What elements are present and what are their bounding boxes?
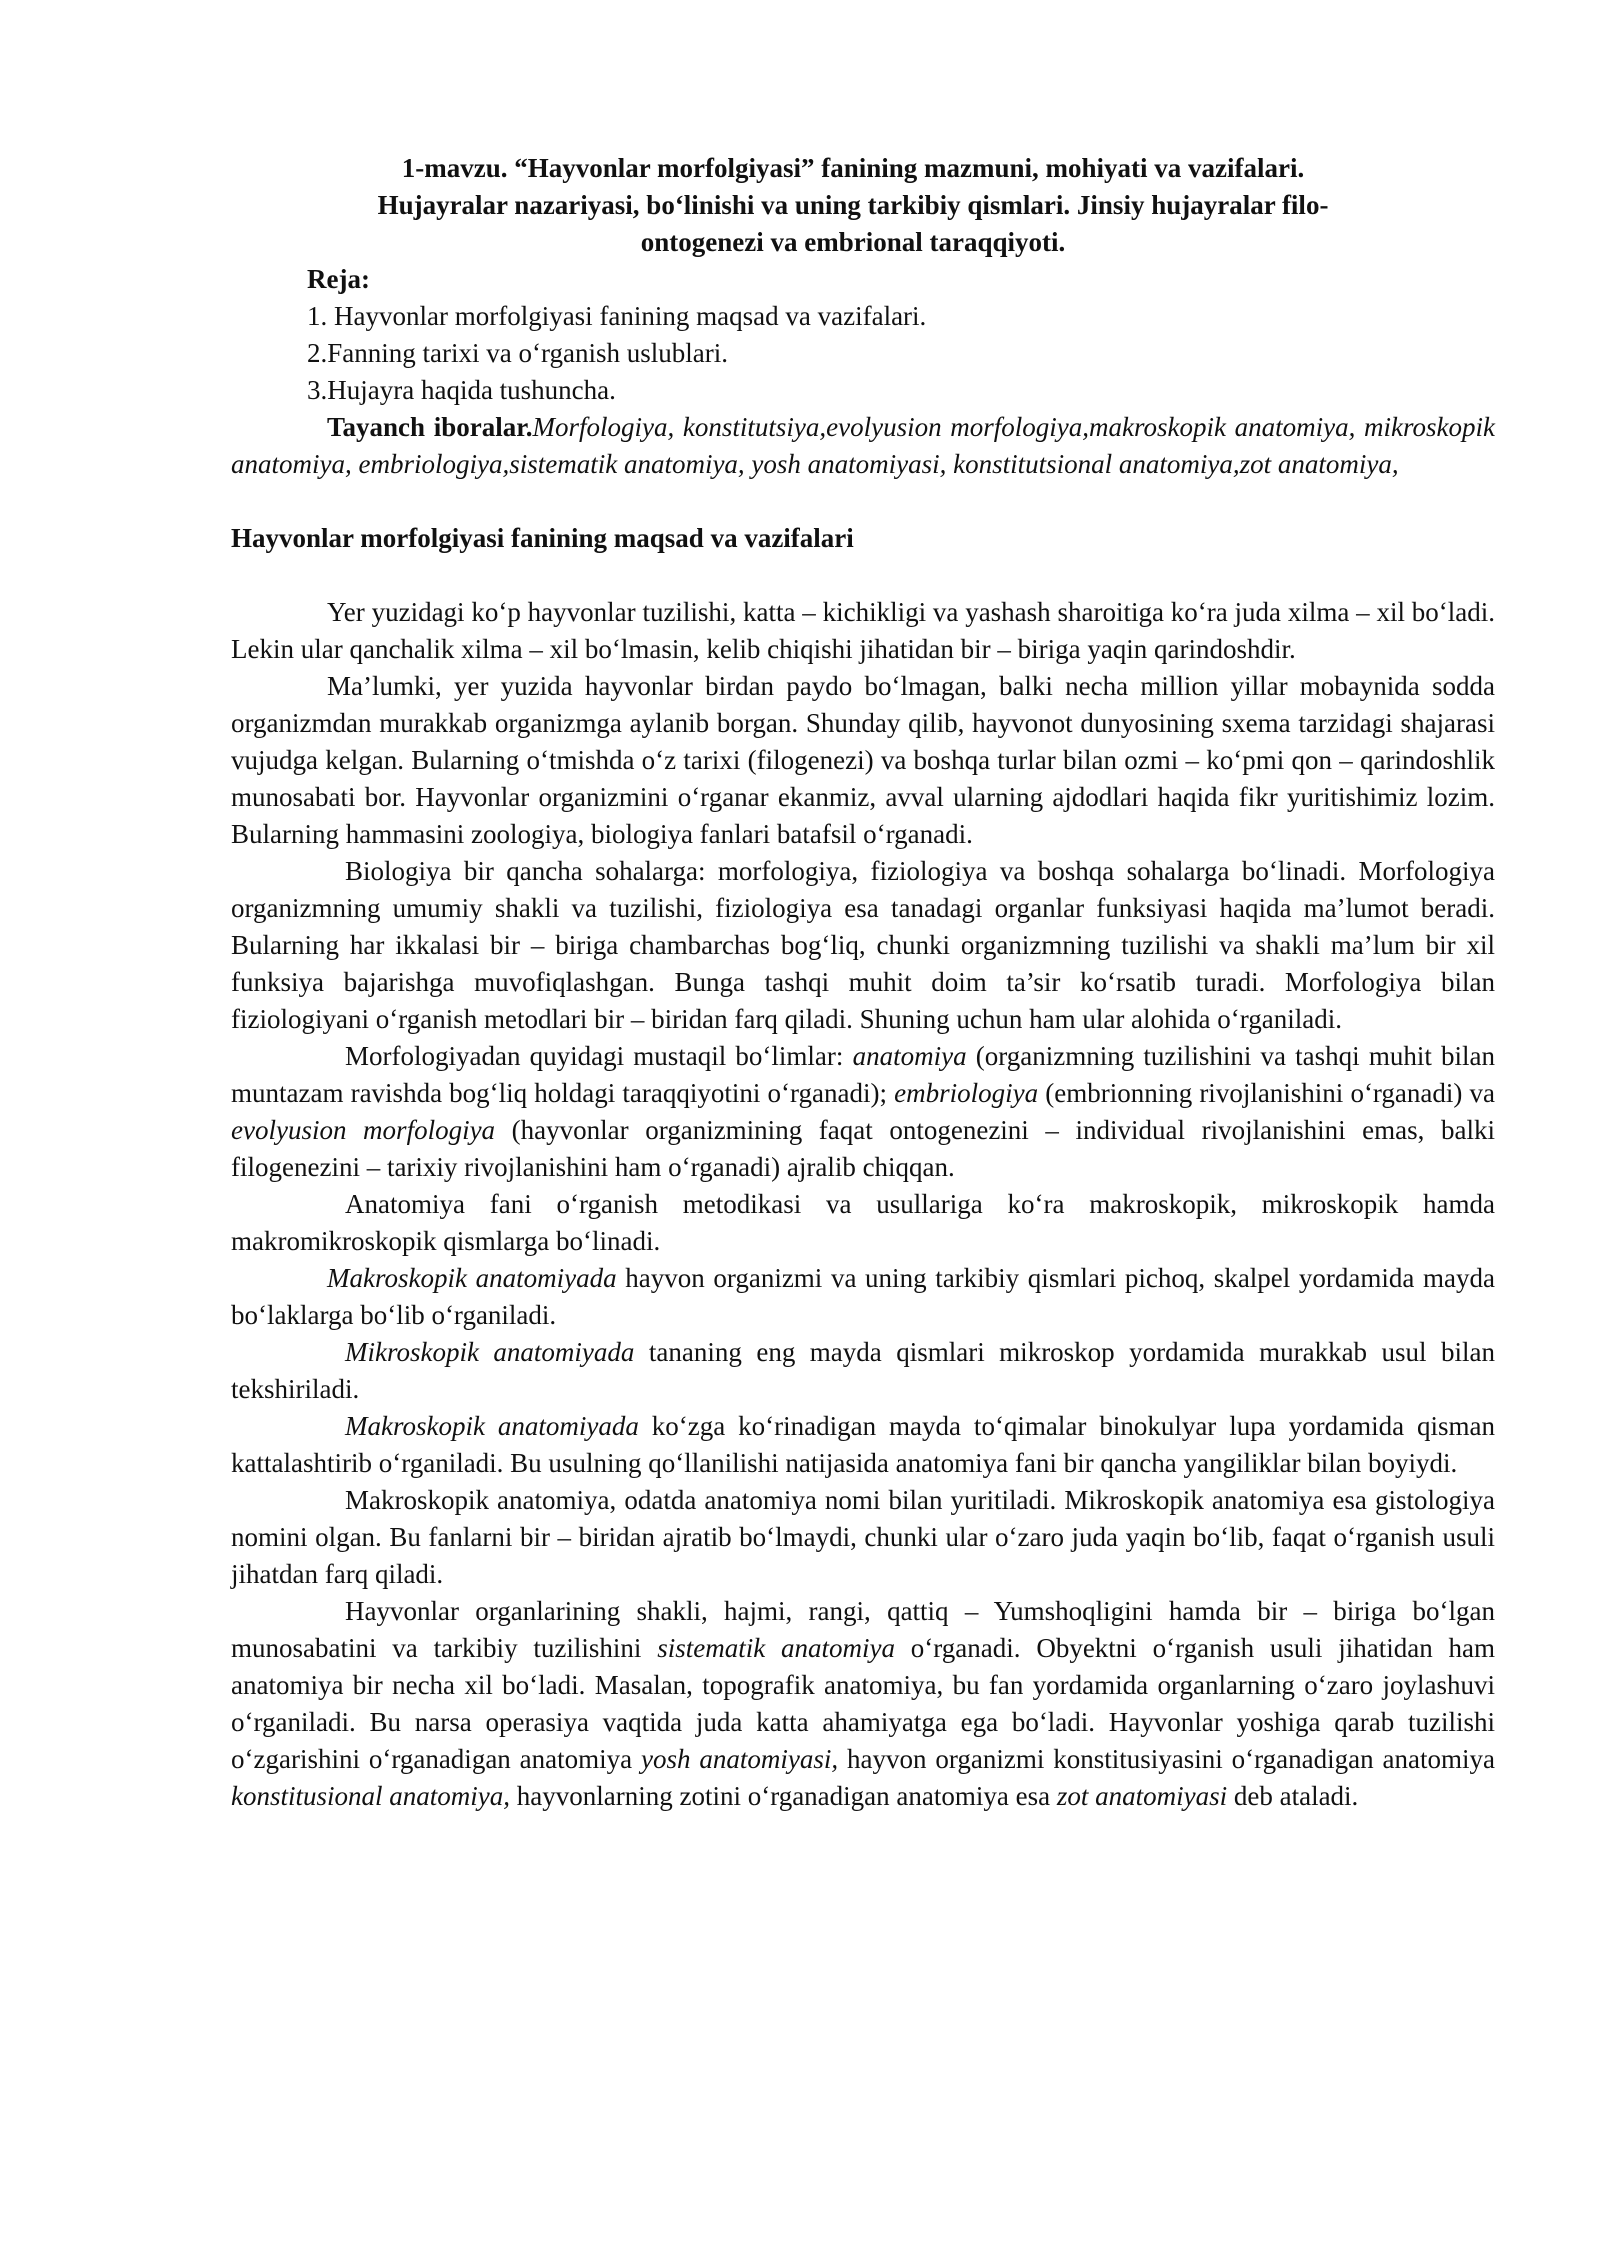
document-page [231, 150, 1495, 1815]
plan-item: 2.Fanning tarixi va o‘rganish uslublari. [307, 338, 728, 368]
text-run: (embrionning rivojlanishini o‘rganadi) va [1038, 1078, 1496, 1108]
plan-item: 3.Hujayra haqida tushuncha. [307, 375, 616, 405]
italic-term: Makroskopik anatomiyada [345, 1411, 639, 1441]
title-line-2: Hujayralar nazariyasi, bo‘linishi va uning tarkibiy qismlari. Jinsiy hujayralar filo- [377, 190, 1329, 220]
italic-term: anatomiya [852, 1041, 967, 1071]
title-line-3: ontogenezi va embrional taraqqiyoti. [640, 227, 1066, 257]
body-paragraph [231, 1334, 1495, 1408]
text-run: tananing eng mayda qismlari mikroskop yordamida murakkab usul bilan tekshiriladi. [231, 1337, 1495, 1404]
plan-item: 1. Hayvonlar morfolgiyasi fanining maqsad va vazifalari. [307, 301, 927, 331]
body-paragraph: Ma’lumki, yer yuzida hayvonlar birdan paydo bo‘lmagan, balki necha million yillar mobaynida sodda organizmdan murakkab organizmga aylanib borgan. Shunday qilib, hayvonot dunyosining sxema tarzidagi shajarasi vujudga kelgan. Bularning o‘tmishda o‘z tarixi (filogenezi) va boshqa turlar bilan ozmi – ko‘pmi qon – qarindoshlik munosabati bor. Hayvonlar organizmini o‘rganar ekanmiz, avval ularning ajdodlari haqida fikr yuritishimiz lozim. Bularning hammasini zoologiya, biologiya fanlari batafsil o‘rganadi. [231, 671, 1495, 849]
document-title [231, 150, 1495, 261]
text-run: ko‘zga ko‘rinadigan mayda to‘qimalar binokulyar lupa yordamida qisman kattalashtirib o‘rganiladi. Bu usulning qo‘llanilishi natijasida anatomiya fani bir qancha yangiliklar bilan boyiydi. [231, 1411, 1495, 1478]
text-run: o‘rganadi. Obyektni o‘rganish usuli jihatidan ham anatomiya bir necha xil bo‘ladi. Masalan, topografik anatomiya, bu fan yordamida organlarning o‘zaro joylashuvi o‘rganiladi. Bu narsa operasiya vaqtida juda katta ahamiyatga ega bo‘ladi. Hayvonlar yoshiga qarab tuzilishi o‘zgarishini o‘rganadigan anatomiya [231, 1633, 1495, 1774]
body-paragraph: Biologiya bir qancha sohalarga: morfologiya, fiziologiya va boshqa sohalarga bo‘linadi. Morfologiya organizmning umumiy shakli va tuzilishi, fiziologiya esa tanadagi organlar funksiyasi haqida ma’lumot beradi. Bularning har ikkalasi bir – biriga chambarchas bog‘liq, chunki organizmning tuzilishi va shakli ma’lum bir xil funksiya bajarishga muvofiqlashgan. Bunga tashqi muhit doim ta’sir ko‘rsatib turadi. Morfologiya bilan fiziologiyani o‘rganish metodlari bir – biridan farq qiladi. Shuning uchun ham ular alohida o‘rganiladi. [231, 856, 1495, 1034]
text-run: Morfologiyadan quyidagi mustaqil bo‘limlar: [345, 1041, 853, 1071]
title-line-1: 1-mavzu. “Hayvonlar morfolgiyasi” fanining mazmuni, mohiyati va vazifalari. [401, 153, 1305, 183]
italic-term: evolyusion morfologiya [231, 1115, 496, 1145]
body-paragraph [231, 1408, 1495, 1482]
italic-term: Makroskopik anatomiyada [327, 1263, 617, 1293]
body-paragraph: Makroskopik anatomiya, odatda anatomiya nomi bilan yuritiladi. Mikroskopik anatomiya esa gistologiya nomini olgan. Bu fanlarni bir – biridan ajratib bo‘lmaydi, chunki ular o‘zaro juda yaqin bo‘lib, faqat o‘rganish usuli jihatdan farq qiladi. [231, 1485, 1495, 1589]
body-paragraph [231, 1593, 1495, 1815]
text-run: hayvon organizmi konstitusiyasini o‘rganadigan anatomiya [838, 1744, 1495, 1774]
italic-term: zot anatomiyasi [1056, 1781, 1228, 1811]
italic-term: sistematik anatomiya [657, 1633, 895, 1663]
italic-term: Mikroskopik anatomiyada [345, 1337, 635, 1367]
text-run: Hayvonlar organlarining shakli, hajmi, rangi, qattiq – Yumshoqligini hamda bir – biriga bo‘lgan munosabatini va tarkibiy tuzilishini [231, 1596, 1495, 1663]
keywords-paragraph [231, 409, 1495, 483]
keywords-terms: Morfologiya, konstitutsiya,evolyusion morfologiya,makroskopik anatomiya, mikroskopik anatomiya, embriologiya,sistematik anatomiya, yosh anatomiyasi, konstitutsional anatomiya,zot anatomiya, [231, 412, 1495, 479]
italic-term: embriologiya [894, 1078, 1039, 1108]
text-run: deb ataladi. [1227, 1781, 1359, 1811]
text-run: (hayvonlar organizmining faqat ontogenezini – individual rivojlanishini emas, balki filogenezini – tarixiy rivojlanishini ham o‘rganadi) ajralib chiqqan. [231, 1115, 1495, 1182]
plan-heading: Reja: [307, 264, 370, 294]
keywords-label: Tayanch iboralar. [327, 412, 533, 442]
text-run: (organizmning tuzilishini va tashqi muhit bilan muntazam ravishda bog‘liq holdagi taraqqiyotini o‘rganadi); [231, 1041, 1495, 1108]
text-run: hayvon organizmi va uning tarkibiy qismlari pichoq, skalpel yordamida mayda bo‘laklarga bo‘lib o‘rganiladi. [231, 1263, 1495, 1330]
body-paragraph: Anatomiya fani o‘rganish metodikasi va usullariga ko‘ra makroskopik, mikroskopik hamda makromikroskopik qismlarga bo‘linadi. [231, 1189, 1495, 1256]
body-paragraph: Yer yuzidagi ko‘p hayvonlar tuzilishi, katta – kichikligi va yashash sharoitiga ko‘ra juda xilma – xil bo‘ladi. Lekin ular qanchalik xilma – xil bo‘lmasin, kelib chiqishi jihatidan bir – biriga yaqin qarindoshdir. [231, 597, 1495, 664]
italic-term: yosh anatomiyasi, [641, 1744, 839, 1774]
text-run: hayvonlarning zotini o‘rganadigan anatomiya esa [510, 1781, 1057, 1811]
body-paragraph [231, 1260, 1495, 1334]
section-heading: Hayvonlar morfolgiyasi fanining maqsad va vazifalari [231, 523, 854, 553]
italic-term: konstitusional anatomiya, [231, 1781, 510, 1811]
body-paragraph [231, 1038, 1495, 1186]
